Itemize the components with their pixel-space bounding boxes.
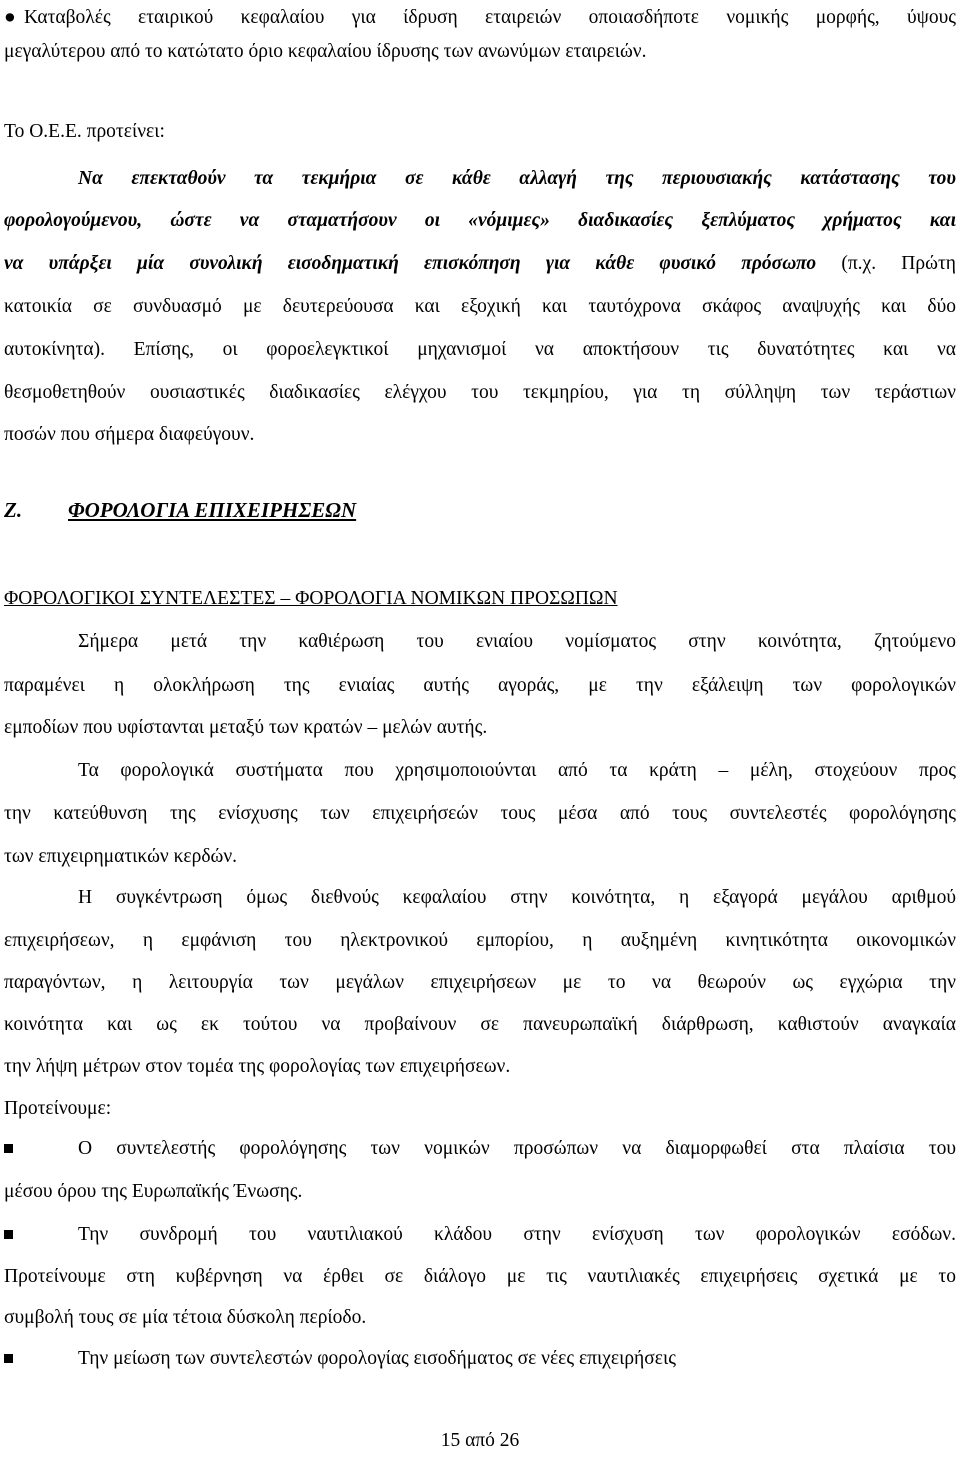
- para3-line-3: παραγόντων, η λειτουργία των μεγάλων επιχειρήσεων με το να θεωρούν ως εγχώρια την: [4, 972, 956, 993]
- proposal-line-5: αυτοκίνητα). Επίσης, οι φοροελεγκτικοί μηχανισμοί να αποκτήσουν τις δυνατότητες και να: [4, 339, 956, 360]
- page-number: 15 από 26: [440, 1430, 520, 1451]
- para2-line-2: την κατεύθυνση της ενίσχυσης των επιχειρήσεών τους μέσα από τους συντελεστές φορολόγησης: [4, 803, 956, 824]
- para2-line-3: των επιχειρηματικών κερδών.: [4, 846, 238, 867]
- proposal-line-3-bold: να υπάρξει μία συνολική εισοδηματική επισκόπηση για κάθε φυσικό πρόσωπο: [4, 253, 817, 274]
- item2-line-1: Την συνδρομή του ναυτιλιακού κλάδου στην ενίσχυση των φορολογικών εσόδων.: [78, 1224, 956, 1245]
- section-letter: Ζ.: [4, 498, 23, 522]
- item2-line-3: συμβολή τους σε μία τέτοια δύσκολη περίοδο.: [4, 1307, 367, 1328]
- bullet-text-2: μεγαλύτερου από το κατώτατο όριο κεφαλαίου ίδρυσης των ανωνύμων εταιρειών.: [4, 41, 647, 62]
- para3-line-1: Η συγκέντρωση όμως διεθνούς κεφαλαίου στην κοινότητα, η εξαγορά μεγάλου αριθμού: [78, 887, 956, 908]
- para3-line-4: κοινότητα και ως εκ τούτου να προβαίνουν σε πανευρωπαϊκή διάρθρωση, καθιστούν αναγκαία: [4, 1014, 956, 1035]
- para3-line-5: την λήψη μέτρων στον τομέα της φορολογίας των επιχειρήσεων.: [4, 1056, 511, 1077]
- bullet-line-1: [4, 4, 956, 32]
- proposal-line-1: Να επεκταθούν τα τεκμήρια σε κάθε αλλαγή της περιουσιακής κατάστασης του: [78, 168, 956, 189]
- para1-line-1: Σήμερα μετά την καθιέρωση του ενιαίου νομίσματος στην κοινότητα, ζητούμενο: [78, 631, 956, 652]
- square-bullet-icon: [4, 1144, 13, 1153]
- para2-line-1: Τα φορολογικά συστήματα που χρησιμοποιούνται από τα κράτη – μέλη, στοχεύουν προς: [78, 760, 956, 781]
- square-bullet-icon: [4, 1230, 13, 1239]
- section-heading: [4, 498, 356, 523]
- proposal-line-2: φορολογούμενου, ώστε να σταματήσουν οι «νόμιμες» διαδικασίες ξεπλύματος χρήματος και: [4, 210, 956, 231]
- oee-intro: Το Ο.Ε.Ε. προτείνει:: [4, 121, 165, 142]
- proposal-line-3: [4, 250, 956, 278]
- item2-line-2: Προτείνουμε στη κυβέρνηση να έρθει σε διάλογο με τις ναυτιλιακές επιχειρήσεις σχετικά με το: [4, 1266, 956, 1287]
- proposal-line-3-rest: (π.χ. Πρώτη: [816, 253, 956, 274]
- round-bullet-icon: ●: [4, 7, 16, 28]
- bullet-text-1: Καταβολές εταιρικού κεφαλαίου για ίδρυση εταιρειών οποιασδήποτε νομικής μορφής, ύψους: [24, 7, 956, 28]
- proposal-line-7: ποσών που σήμερα διαφεύγουν.: [4, 424, 255, 445]
- item3-line-1: Την μείωση των συντελεστών φορολογίας εισοδήματος σε νέες επιχειρήσεις: [78, 1348, 676, 1369]
- item1-line-2: μέσου όρου της Ευρωπαϊκής Ένωσης.: [4, 1181, 303, 1202]
- para1-line-2: παραμένει η ολοκλήρωση της ενιαίας αυτής αγοράς, με την εξάλειψη των φορολογικών: [4, 675, 956, 696]
- proposal-line-6: θεσμοθετηθούν ουσιαστικές διαδικασίες ελέγχου του τεκμηρίου, για τη σύλληψη των τεράστιων: [4, 382, 956, 403]
- section-title: ΦΟΡΟΛΟΓΙΑ ΕΠΙΧΕΙΡΗΣΕΩΝ: [68, 498, 357, 522]
- square-bullet-icon: [4, 1354, 13, 1363]
- subheading: ΦΟΡΟΛΟΓΙΚΟΙ ΣΥΝΤΕΛΕΣΤΕΣ – ΦΟΡΟΛΟΓΙΑ ΝΟΜΙΚΩΝ ΠΡΟΣΩΠΩΝ: [4, 588, 618, 609]
- para3-line-2: επιχειρήσεων, η εμφάνιση του ηλεκτρονικού εμπορίου, η αυξημένη κινητικότητα οικονομικών: [4, 930, 956, 951]
- proposal-line-4: κατοικία σε συνδυασμό με δευτερεύουσα και εξοχική και ταυτόχρονα σκάφος αναψυχής και δύο: [4, 296, 956, 317]
- para1-line-3: εμποδίων που υφίστανται μεταξύ των κρατών – μελών αυτής.: [4, 717, 488, 738]
- item1-line-1: Ο συντελεστής φορολόγησης των νομικών προσώπων να διαμορφωθεί στα πλαίσια του: [78, 1138, 956, 1159]
- proposals-label: Προτείνουμε:: [4, 1098, 112, 1119]
